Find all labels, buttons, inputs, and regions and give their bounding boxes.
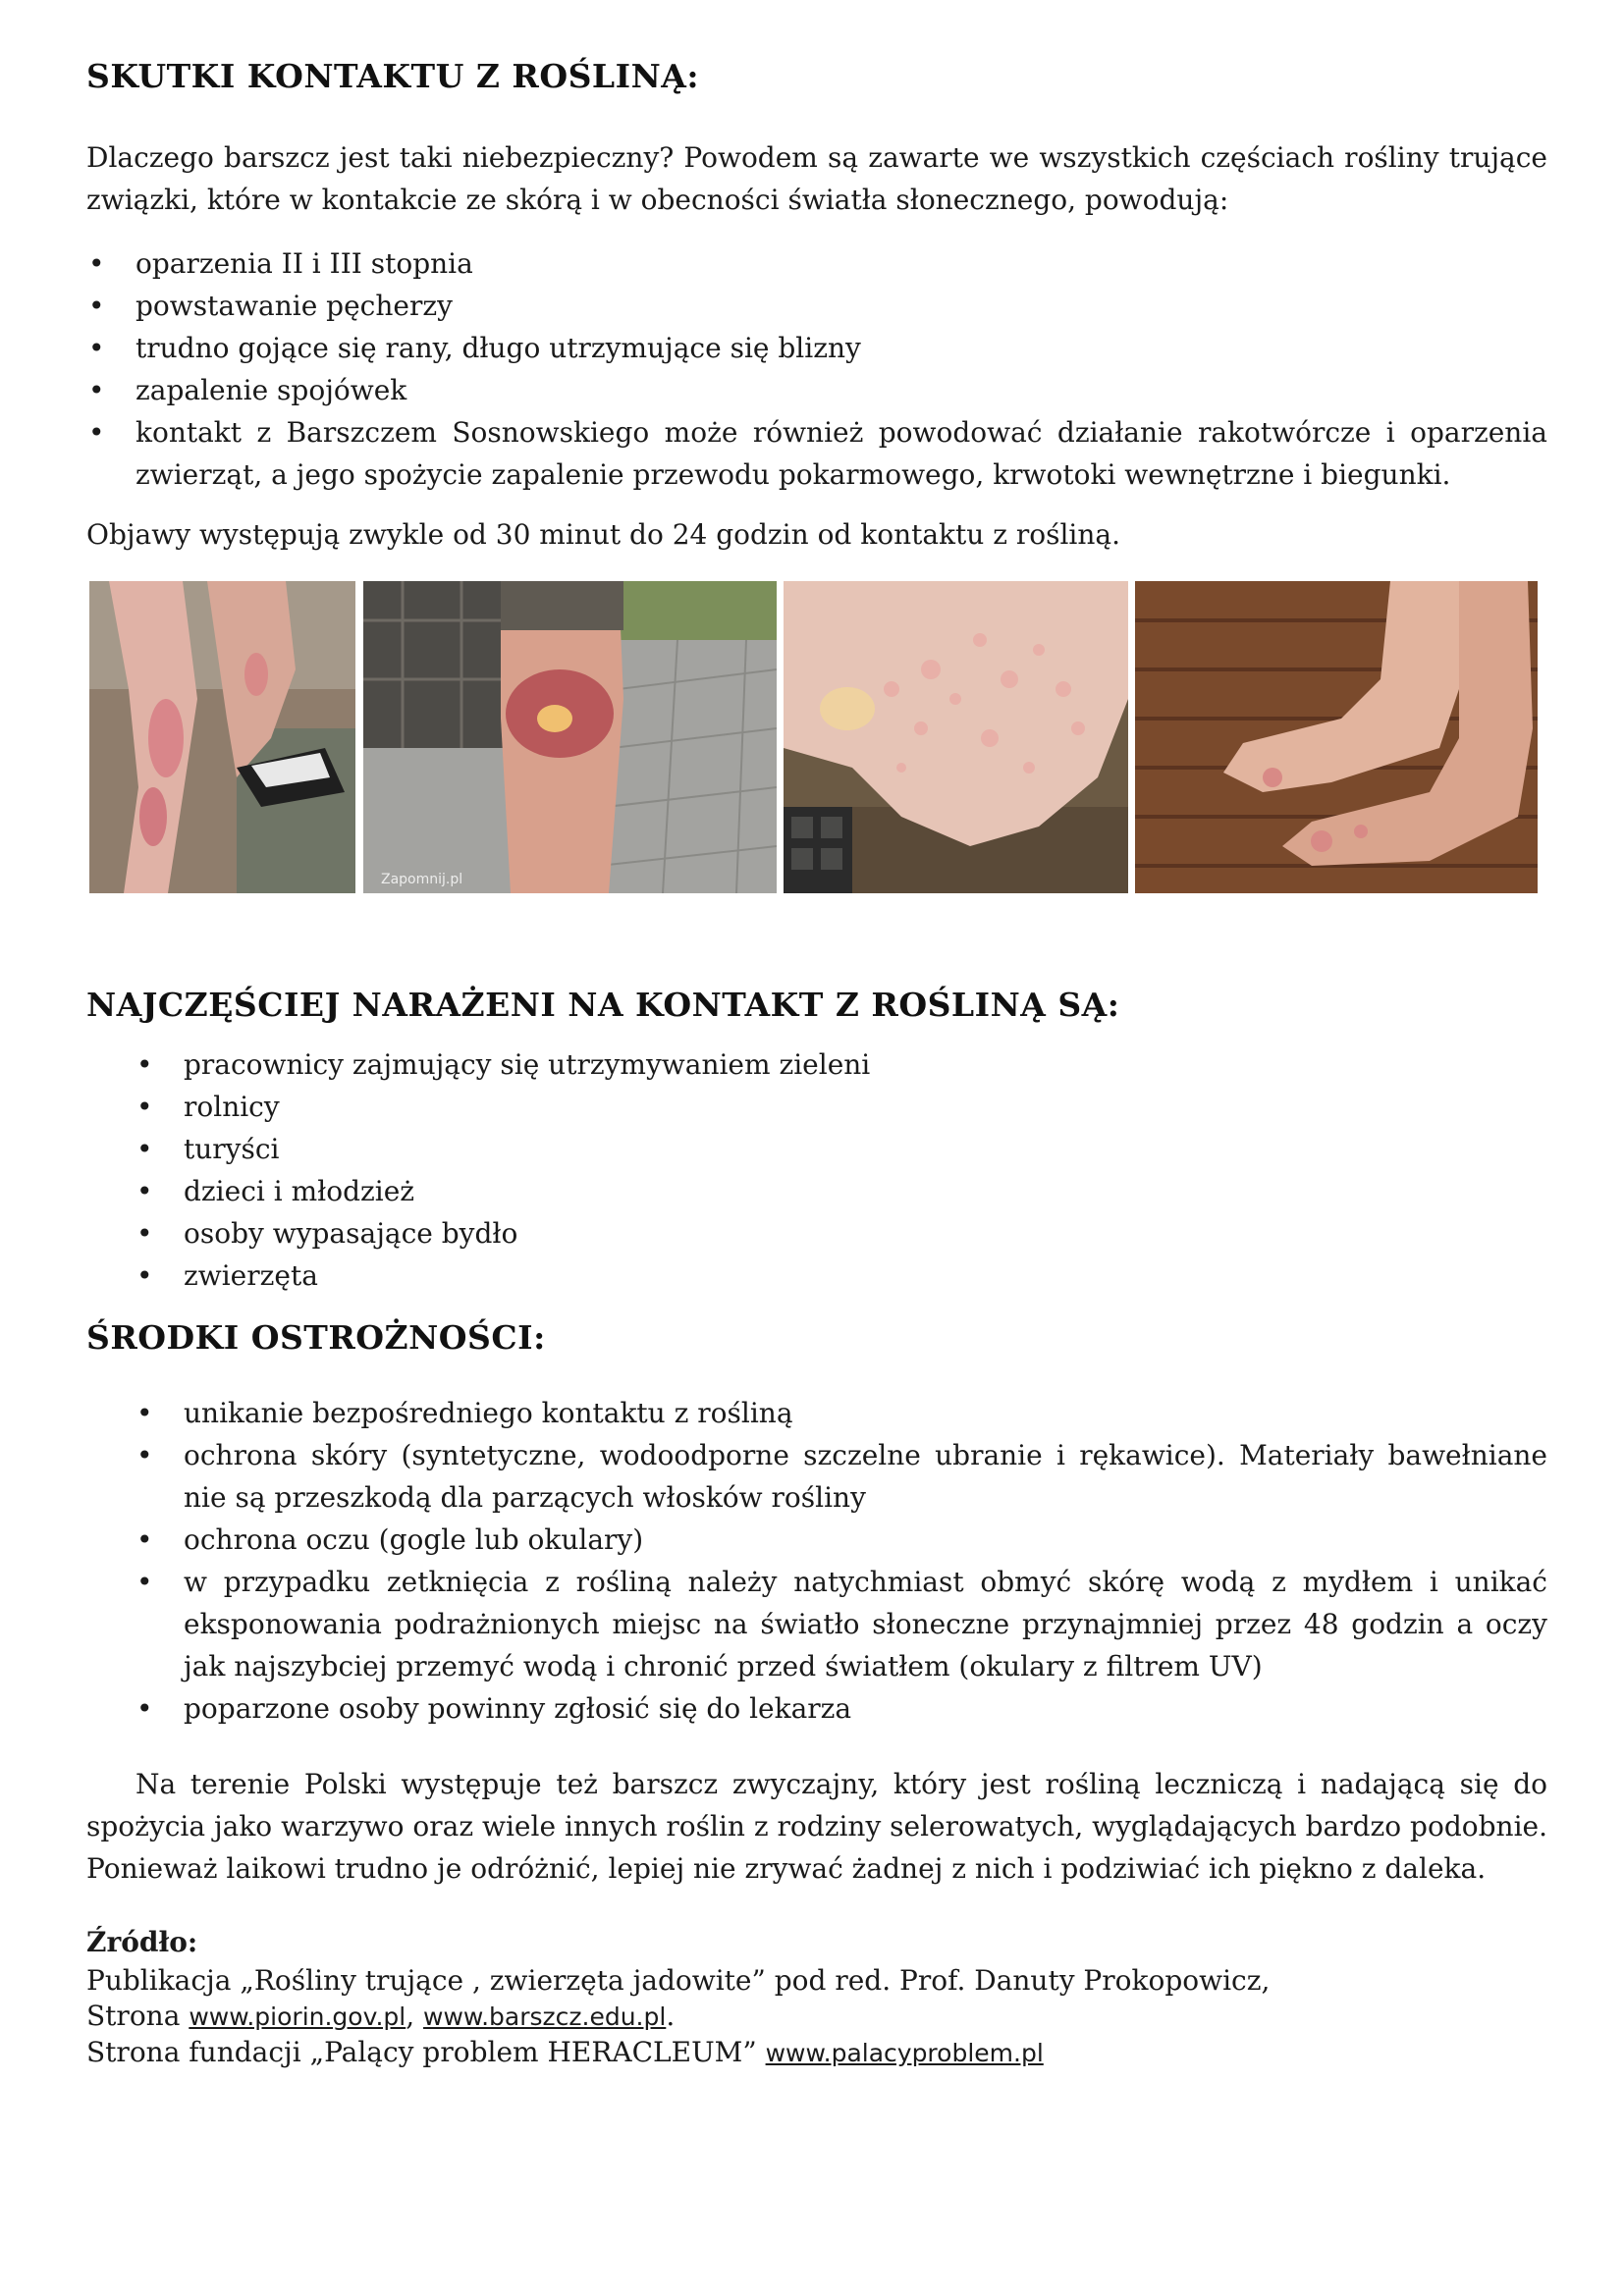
source-line-3-prefix: Strona fundacji „Palący problem HERACLEUM”: [86, 2036, 757, 2068]
list-item: • pracownicy zajmujący się utrzymywaniem zieleni: [86, 1043, 1547, 1086]
list-item: • rolnicy: [86, 1086, 1547, 1128]
photo-knee-blister: [363, 581, 777, 893]
intro-paragraph: Dlaczego barszcz jest taki niebezpieczny? Powodem są zawarte we wszystkich częściach rośliny trujące związki, które w kontakcie ze skórą i w obecności światła słonecznego, powodują:: [86, 141, 1547, 216]
list-item: • turyści: [86, 1128, 1547, 1170]
list-item: • powstawanie pęcherzy: [86, 285, 1547, 327]
heading-effects: SKUTKI KONTAKTU Z ROŚLINĄ:: [86, 57, 700, 95]
list-item: • osoby wypasające bydło: [86, 1212, 1547, 1255]
list-item: • trudno gojące się rany, długo utrzymujące się blizny: [86, 327, 1547, 369]
list-item: • zapalenie spojówek: [86, 369, 1547, 411]
source-separator: ,: [406, 2000, 415, 2032]
photo-burned-legs: [89, 581, 355, 893]
photo-ankle-blisters: [784, 581, 1128, 893]
list-item: • unikanie bezpośredniego kontaktu z rośliną: [86, 1392, 1547, 1434]
list-item: • w przypadku zetknięcia z rośliną należy natychmiast obmyć skórę wodą z mydłem i unikać eksponowania podrażnionych miejsc na światło słoneczne przynajmniej przez 48 godzin a oczy jak najszybciej przemyć wodą i chronić przed światłem (okulary z filtrem UV): [86, 1561, 1547, 1687]
link-palacyproblem[interactable]: www.palacyproblem.pl: [765, 2039, 1044, 2067]
note-paragraph: Na terenie Polski występuje też barszcz zwyczajny, który jest rośliną leczniczą i nadającą się do spożycia jako warzywo oraz wiele innych roślin z rodziny selerowatych, wyglądających bardzo podobnie. Ponieważ laikowi trudno je odróżnić, lepiej nie zrywać żadnej z nich i podziwiać ich piękno z daleka.: [86, 1768, 1547, 1885]
source-line-1: Publikacja „Rośliny trujące , zwierzęta jadowite” pod red. Prof. Danuty Prokopowicz,: [86, 1964, 1271, 1997]
list-item: • zwierzęta: [86, 1255, 1547, 1297]
heading-at-risk: NAJCZĘŚCIEJ NARAŻENI NA KONTAKT Z ROŚLINĄ SĄ:: [86, 986, 1120, 1024]
effects-list: [86, 242, 1547, 496]
link-piorin[interactable]: www.piorin.gov.pl: [189, 2002, 406, 2031]
document-content: [86, 57, 1547, 2071]
photo-bare-feet: [1135, 581, 1538, 893]
source-line-2-prefix: Strona: [86, 2000, 181, 2032]
precautions-list: [86, 1392, 1547, 1730]
at-risk-list: [86, 1043, 1547, 1297]
photo-strip: [89, 581, 1547, 893]
heading-precautions: ŚRODKI OSTROŻNOŚCI:: [86, 1318, 546, 1357]
symptoms-paragraph: Objawy występują zwykle od 30 minut do 24 godzin od kontaktu z rośliną.: [86, 518, 1121, 551]
list-item: • oparzenia II i III stopnia: [86, 242, 1547, 285]
list-item: • ochrona oczu (gogle lub okulary): [86, 1519, 1547, 1561]
link-barszcz[interactable]: www.barszcz.edu.pl: [423, 2002, 667, 2031]
source-line-2-end: .: [666, 2000, 676, 2032]
list-item: • ochrona skóry (syntetyczne, wodoodporne szczelne ubranie i rękawice). Materiały bawełniane nie są przeszkodą dla parzących włosków rośliny: [86, 1434, 1547, 1519]
photo-watermark: Zapomnij.pl: [381, 872, 463, 887]
source-line-3: [86, 2035, 1547, 2071]
list-item: • kontakt z Barszczem Sosnowskiego może również powodować działanie rakotwórcze i oparzenia zwierząt, a jego spożycie zapalenie przewodu pokarmowego, krwotoki wewnętrzne i biegunki.: [86, 411, 1547, 496]
sources-heading: Źródło:: [86, 1926, 198, 1958]
list-item: • poparzone osoby powinny zgłosić się do lekarza: [86, 1687, 1547, 1730]
source-line-2: [86, 1999, 1547, 2035]
list-item: • dzieci i młodzież: [86, 1170, 1547, 1212]
